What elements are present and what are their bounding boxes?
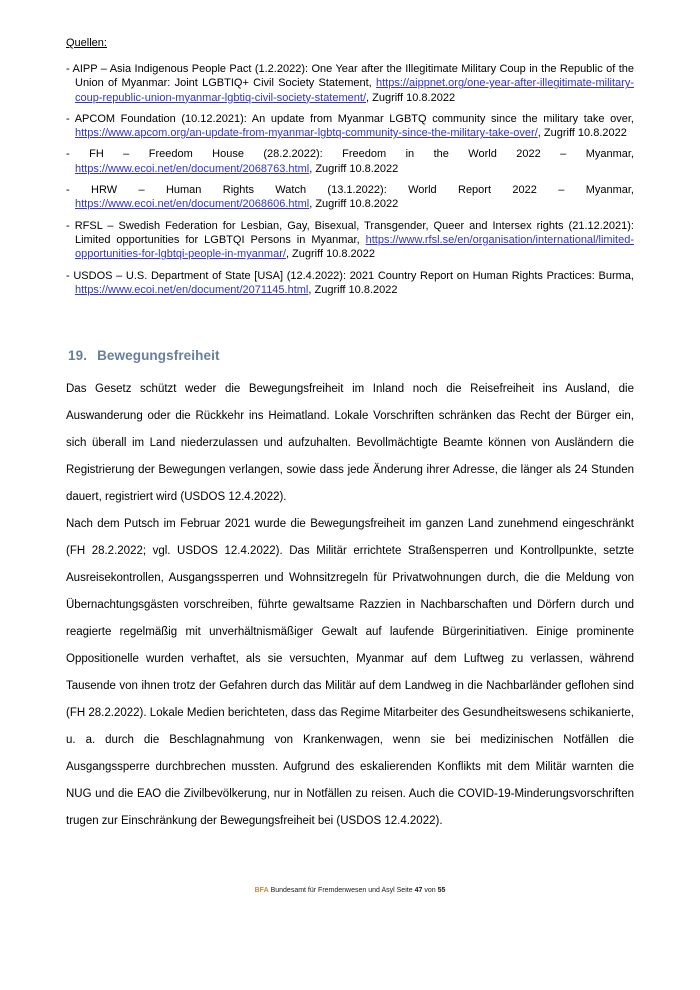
source-text-after: , Zugriff 10.8.2022 xyxy=(366,91,456,104)
source-link[interactable]: https://www.ecoi.net/en/document/2071145.html xyxy=(75,283,309,296)
source-text-before: APCOM Foundation (10.12.2021): An update from Myanmar LGBTQ community since the military take over, xyxy=(74,112,634,125)
source-item xyxy=(66,112,634,141)
source-text-before: FH – Freedom House (28.2.2022): Freedom in the World 2022 – Myanmar, xyxy=(89,148,634,161)
footer-von: von xyxy=(424,887,436,894)
source-dash: - xyxy=(66,184,92,197)
source-text-before: HRW – Human Rights Watch (13.1.2022): World Report 2022 – Myanmar, xyxy=(91,184,634,197)
section-body xyxy=(66,376,634,835)
source-item xyxy=(66,219,634,262)
source-text-after: , Zugriff 10.8.2022 xyxy=(285,248,376,261)
source-text-after: , Zugriff 10.8.2022 xyxy=(309,198,399,211)
source-dash: - xyxy=(66,63,73,75)
source-link[interactable]: https://www.ecoi.net/en/document/2068606.html xyxy=(75,198,310,211)
paragraph-1: Das Gesetz schützt weder die Bewegungsfreiheit im Inland noch die Reisefreiheit ins Ausland, die Auswanderung oder die Rückkehr ins Heimatland. Lokale Vorschriften schränken das Recht der Bürger ein, sich überall im Land niederzulassen und aufzuhalten. Bevollmächtigte Beamte können von Ausländern die Registrierung der Bewegungen verlangen, sowie dass jede Änderung ihrer Adresse, die länger als 24 Stunden dauert, registriert wird (USDOS 12.4.2022). xyxy=(66,383,634,504)
source-dash: - xyxy=(66,269,74,282)
page-content xyxy=(66,36,634,835)
source-link[interactable]: https://www.apcom.org/an-update-from-myanmar-lgbtq-community-since-the-military-take-over/ xyxy=(75,127,538,140)
footer-page-number: 47 xyxy=(414,887,423,894)
source-text-before: USDOS – U.S. Department of State [USA] (12.4.2022): 2021 Country Report on Human Rights Practices: Burma, xyxy=(73,269,634,282)
page-footer xyxy=(0,886,700,895)
source-item xyxy=(66,147,634,176)
source-dash: - xyxy=(66,148,90,161)
sources-heading: Quellen: xyxy=(66,37,107,49)
footer-label: Bundesamt für Fremdenwesen und Asyl Seite xyxy=(270,887,413,894)
source-text-after: , Zugriff 10.8.2022 xyxy=(308,283,398,296)
source-text-after: , Zugriff 10.8.2022 xyxy=(309,162,399,175)
section-title: Bewegungsfreiheit xyxy=(97,348,220,364)
source-item xyxy=(66,62,634,105)
source-item xyxy=(66,269,634,298)
source-text-after: , Zugriff 10.8.2022 xyxy=(537,127,627,140)
section-number: 19. xyxy=(68,348,88,364)
source-dash: - xyxy=(66,112,75,125)
source-item xyxy=(66,183,634,212)
source-text-before: RFSL – Swedish Federation for Lesbian, Gay, Bisexual, Transgender, Queer and Intersex rights (21.12.2021): Limited opportunities for LGBTQI Persons in Myanmar, xyxy=(74,219,634,246)
source-dash: - xyxy=(66,219,75,232)
source-text-before: AIPP – Asia Indigenous People Pact (1.2.2022): One Year after the Illegitimate Military Coup in the Republic of the Union of Myanmar: Joint LGBTIQ+ Civil Society Statement, xyxy=(72,63,634,90)
paragraph-2: Nach dem Putsch im Februar 2021 wurde die Bewegungsfreiheit im ganzen Land zunehmend eingeschränkt (FH 28.2.2022; vgl. USDOS 12.4.2022). Das Militär errichtete Straßensperren und Kontrollpunkte, setzte Ausreisekontrollen, Ausgangssperren und Wohnsitzregeln für Privatwohnungen durch, die die Meldung von Übernachtungsgästen vorschreiben, führte gewaltsame Razzien in Nachbarschaften und Dörfern durch und reagierte regelmäßig mit unverhältnismäßiger Gewalt auf laufende Bürgerinitiativen. Einige prominente Oppositionelle wurden verhaftet, als sie versuchten, Myanmar auf dem Luftweg zu verlassen, während Tausende von ihnen trotz der Gefahren durch das Militär auf dem Landweg in die Nachbarländer geflohen sind (FH 28.2.2022). Lokale Medien berichteten, dass das Regime Mitarbeiter des Gesundheitswesens schikanierte, u. a. durch die Beschlagnahmung von Krankenwagen, wenn sie bei medizinischen Notfällen die Ausgangssperre durchbrechen mussten. Aufgrund des eskalierenden Konflikts mit dem Militär warnten die NUG und die EAO die Zivilbevölkerung, nur in Notfällen zu reisen. Auch die COVID-19-Minderungsvorschriften trugen zur Einschränkung der Bewegungsfreiheit bei (USDOS 12.4.2022). xyxy=(66,518,634,828)
footer-bfa-logo: BFA xyxy=(254,887,269,894)
source-link[interactable]: https://www.rfsl.se/en/organisation/international/limited-opportunities-for-lgbtqi-people-in-myanmar/ xyxy=(75,233,634,261)
footer-page-total: 55 xyxy=(437,887,446,894)
section-heading xyxy=(68,348,634,363)
source-list xyxy=(66,62,634,297)
source-link[interactable]: https://aippnet.org/one-year-after-illegitimate-military-coup-republic-union-myanmar-lgbtiq-civil-society-statement/ xyxy=(75,77,634,104)
source-link[interactable]: https://www.ecoi.net/en/document/2068763.html xyxy=(75,162,310,175)
